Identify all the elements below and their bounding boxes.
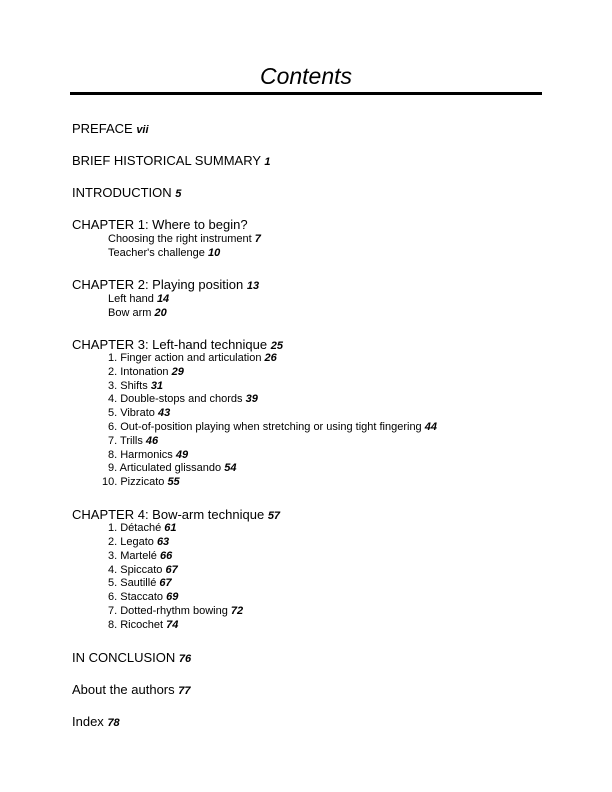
- entry-page: 13: [246, 280, 260, 292]
- entry-label: CHAPTER 1: Where to begin?: [72, 217, 248, 232]
- subentry-page: 44: [424, 421, 437, 433]
- subentry-label: 6. Out-of-position playing when stretching or using tight fingering: [108, 421, 422, 433]
- subentry-label: 4. Double-stops and chords: [108, 393, 243, 405]
- entry-page: 76: [178, 653, 192, 665]
- entry-label: INTRODUCTION: [72, 185, 172, 200]
- entry-label: PREFACE: [72, 121, 133, 136]
- subentry-page: 43: [157, 407, 171, 419]
- toc-subentry[interactable]: [108, 605, 243, 618]
- subentry-label: 8. Ricochet: [108, 619, 164, 631]
- subentry-page: 14: [156, 293, 170, 305]
- subentry-page: 55: [167, 476, 180, 488]
- subentry-label: Choosing the right instrument: [108, 233, 252, 245]
- toc-subentry[interactable]: [108, 619, 178, 632]
- subentry-label: 3. Martelé: [108, 550, 157, 562]
- entry-label: About the authors: [72, 682, 175, 697]
- toc-subentry[interactable]: [108, 380, 163, 393]
- toc-subentry[interactable]: [108, 577, 172, 590]
- subentry-label: 1. Finger action and articulation: [108, 352, 262, 364]
- toc-entry-chapter-2[interactable]: [72, 277, 259, 294]
- entry-label: CHAPTER 2: Playing position: [72, 277, 244, 292]
- toc-subentry[interactable]: [108, 233, 261, 246]
- subentry-page: 69: [166, 591, 179, 603]
- subentry-page: 67: [165, 564, 178, 576]
- subentry-label: 2. Intonation: [108, 366, 169, 378]
- subentry-label: 1. Détaché: [108, 522, 162, 534]
- subentry-label: 10. Pizzicato: [102, 476, 165, 488]
- entry-label: BRIEF HISTORICAL SUMMARY: [72, 153, 261, 168]
- subentry-page: 66: [159, 550, 173, 562]
- toc-subentry[interactable]: [108, 307, 167, 320]
- entry-page: 5: [175, 188, 182, 200]
- toc-subentry[interactable]: [108, 564, 178, 577]
- subentry-page: 39: [245, 393, 258, 405]
- toc-subentry[interactable]: [108, 393, 258, 406]
- subentry-page: 49: [175, 449, 189, 461]
- toc-subentry[interactable]: [108, 449, 188, 462]
- subentry-label: 3. Shifts: [108, 380, 148, 392]
- subentry-page: 63: [156, 536, 170, 548]
- toc-subentry[interactable]: [108, 522, 177, 535]
- toc-subentry[interactable]: [108, 550, 172, 563]
- toc-subentry[interactable]: [108, 366, 184, 379]
- toc-subentry[interactable]: [108, 352, 277, 365]
- subentry-label: 9. Articulated glissando: [108, 462, 222, 474]
- subentry-page: 74: [166, 619, 179, 631]
- entry-page: 78: [107, 717, 120, 729]
- entry-label: IN CONCLUSION: [72, 650, 176, 665]
- subentry-page: 46: [145, 435, 159, 447]
- toc-entry-conclusion[interactable]: [72, 650, 191, 667]
- subentry-label: 5. Vibrato: [108, 407, 155, 419]
- toc-entry-about-authors[interactable]: [72, 682, 191, 699]
- subentry-label: 4. Spiccato: [108, 564, 163, 576]
- subentry-label: Teacher's challenge: [108, 247, 205, 259]
- subentry-page: 26: [264, 352, 277, 364]
- entry-label: Index: [72, 714, 104, 729]
- entry-page: 57: [267, 510, 281, 522]
- subentry-page: 61: [164, 522, 177, 534]
- entry-page: 1: [264, 156, 271, 168]
- subentry-page: 67: [159, 577, 172, 589]
- title-rule: [70, 92, 542, 95]
- toc-subentry[interactable]: [108, 462, 236, 475]
- page-title: Contents: [259, 63, 353, 89]
- subentry-page: 31: [150, 380, 164, 392]
- toc-subentry[interactable]: [108, 421, 437, 434]
- entry-page: 77: [178, 685, 191, 697]
- toc-subentry[interactable]: [108, 591, 178, 604]
- subentry-page: 29: [171, 366, 184, 378]
- toc-entry-historical-summary[interactable]: [72, 153, 271, 170]
- subentry-label: 2. Legato: [108, 536, 154, 548]
- subentry-page: 54: [224, 462, 237, 474]
- toc-subentry[interactable]: [102, 476, 180, 489]
- toc-entry-preface[interactable]: [72, 121, 149, 138]
- subentry-label: 6. Staccato: [108, 591, 164, 603]
- toc-subentry[interactable]: [108, 247, 220, 260]
- subentry-label: 8. Harmonics: [108, 449, 173, 461]
- subentry-label: 7. Dotted-rhythm bowing: [108, 605, 228, 617]
- subentry-page: 7: [254, 233, 261, 245]
- entry-label: CHAPTER 4: Bow-arm technique: [72, 507, 265, 522]
- toc-subentry[interactable]: [108, 536, 169, 549]
- toc-entry-chapter-1[interactable]: [72, 217, 248, 233]
- entry-page: 25: [270, 340, 283, 352]
- toc-entry-index[interactable]: [72, 714, 120, 731]
- subentry-label: 5. Sautillé: [108, 577, 157, 589]
- subentry-page: 72: [230, 605, 244, 617]
- subentry-label: Bow arm: [108, 307, 152, 319]
- toc-subentry[interactable]: [108, 435, 158, 448]
- toc-subentry[interactable]: [108, 407, 170, 420]
- subentry-page: 10: [207, 247, 221, 259]
- entry-label: CHAPTER 3: Left-hand technique: [72, 337, 268, 352]
- subentry-label: Left hand: [108, 293, 154, 305]
- toc-entry-introduction[interactable]: [72, 185, 181, 202]
- entry-page: vii: [136, 124, 149, 136]
- subentry-page: 20: [154, 307, 167, 319]
- subentry-label: 7. Trills: [108, 435, 143, 447]
- toc-subentry[interactable]: [108, 293, 169, 306]
